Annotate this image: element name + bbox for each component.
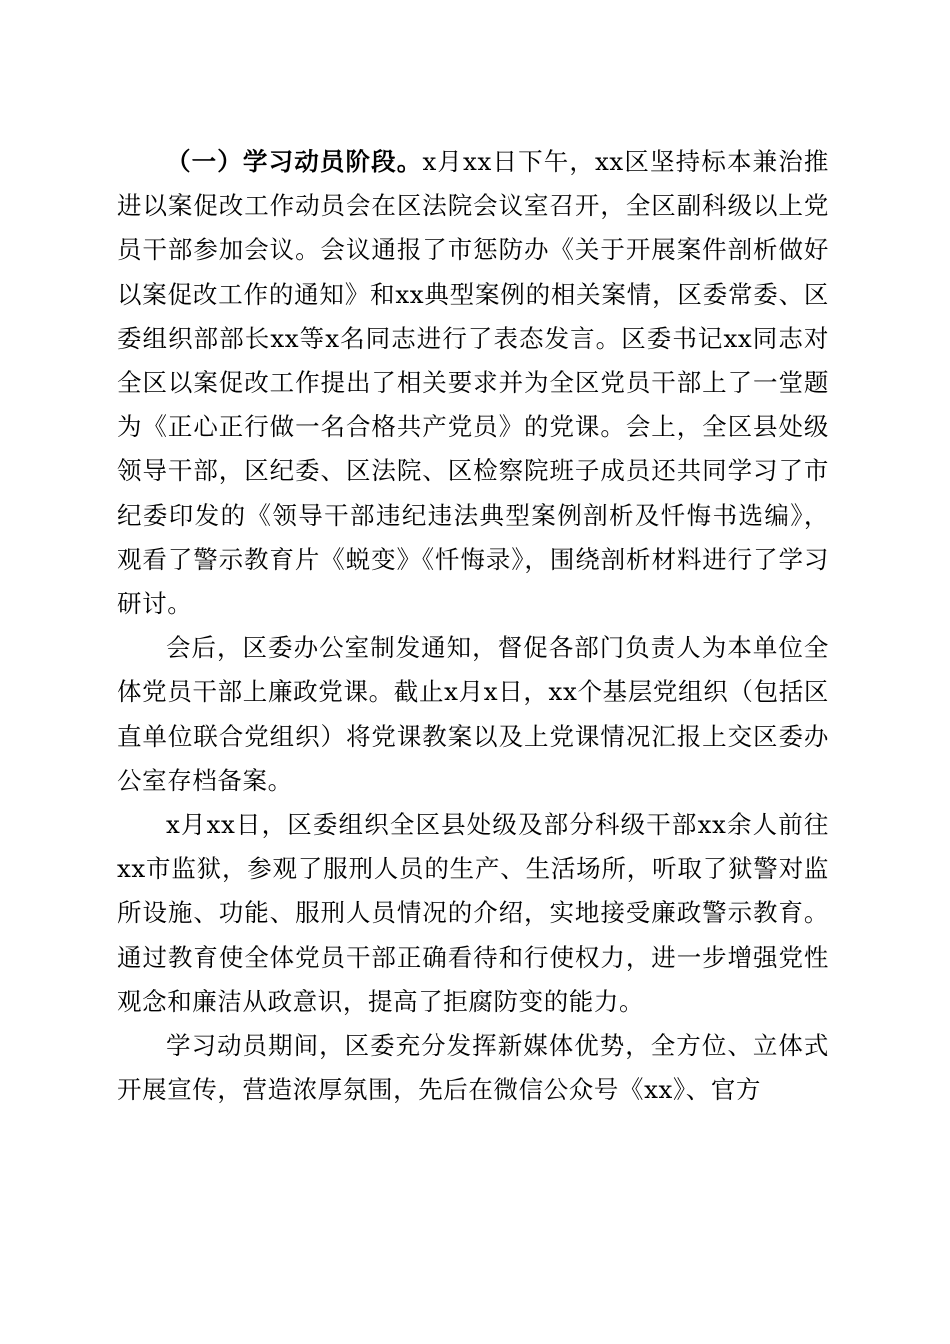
paragraph-learning-mobilization xyxy=(117,140,829,626)
paragraph-text: 学习动员期间，区委充分发挥新媒体优势，全方位、立体式开展宣传，营造浓厚氛围，先后在微信公众号《xx》、官方 xyxy=(117,1031,829,1105)
paragraph-prison-visit xyxy=(117,803,829,1024)
paragraph-after-meeting xyxy=(117,626,829,803)
document-body xyxy=(117,140,829,1112)
paragraph-media-publicity xyxy=(117,1024,829,1112)
section-heading: （一）学习动员阶段。 xyxy=(166,147,423,176)
paragraph-text: x月xx日下午，xx区坚持标本兼治推进以案促改工作动员会在区法院会议室召开，全区副科级以上党员干部参加会议。会议通报了市惩防办《关于开展案件剖析做好以案促改工作的通知》和xx典型案例的相关案情，区委常委、区委组织部部长xx等x名同志进行了表态发言。区委书记xx同志对全区以案促改工作提出了相关要求并为全区党员干部上了一堂题为《正心正行做一名合格共产党员》的党课。会上，全区县处级领导干部，区纪委、区法院、区检察院班子成员还共同学习了市纪委印发的《领导干部违纪违法典型案例剖析及忏悔书选编》，观看了警示教育片《蜕变》《忏悔录》，围绕剖析材料进行了学习研讨。 xyxy=(117,147,830,619)
paragraph-text: x月xx日，区委组织全区县处级及部分科级干部xx余人前往xx市监狱，参观了服刑人员的生产、生活场所，听取了狱警对监所设施、功能、服刑人员情况的介绍，实地接受廉政警示教育。通过教育使全体党员干部正确看待和行使权力，进一步增强党性观念和廉洁从政意识，提高了拒腐防变的能力。 xyxy=(117,810,829,1016)
paragraph-text: 会后，区委办公室制发通知，督促各部门负责人为本单位全体党员干部上廉政党课。截止x月x日，xx个基层党组织（包括区直单位联合党组织）将党课教案以及上党课情况汇报上交区委办公室存档备案。 xyxy=(117,633,829,795)
